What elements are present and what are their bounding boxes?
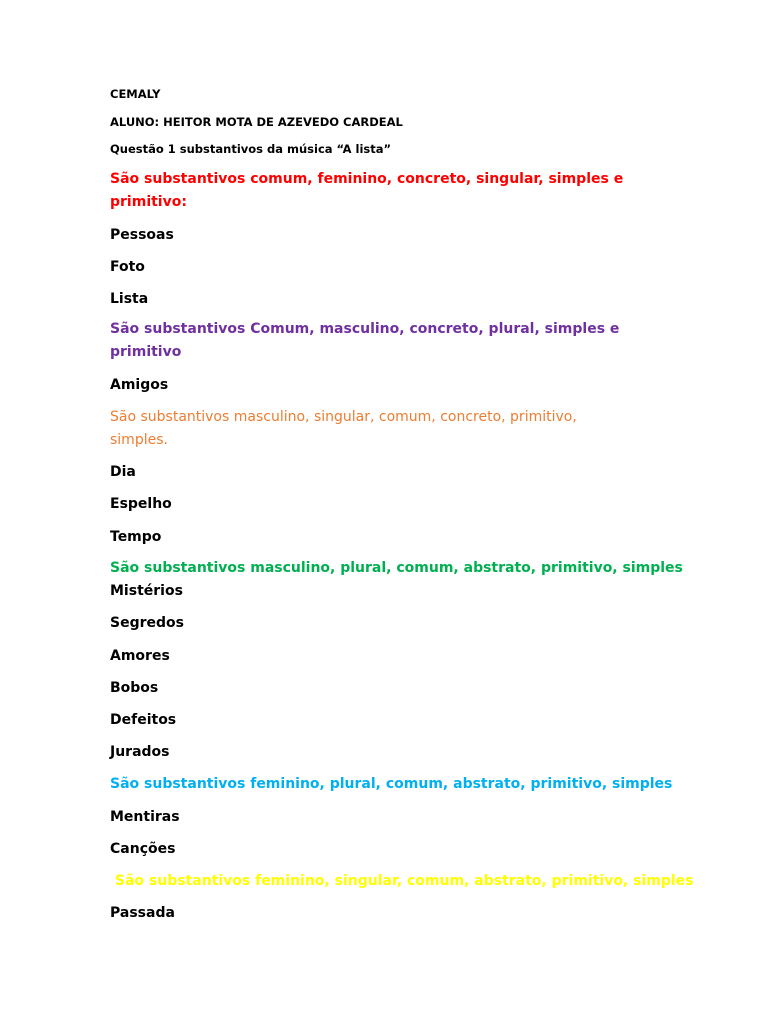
noun-item: Pessoas xyxy=(110,227,174,243)
noun-item: Defeitos xyxy=(110,712,177,728)
group-heading-masculine-abstract-plural: São substantivos masculino, plural, comum, abstrato, primitivo, simples xyxy=(110,560,683,576)
noun-item: Mentiras xyxy=(110,809,180,825)
noun-item: Foto xyxy=(110,259,145,275)
noun-item: Jurados xyxy=(110,744,170,760)
group-heading-feminine-concrete-singular: São substantivos comum, feminino, concreto, singular, simples e primitivo: xyxy=(110,171,624,210)
group-heading-feminine-abstract-singular: São substantivos feminino, singular, comum, abstrato, primitivo, simples xyxy=(110,873,694,889)
school-name: CEMALY xyxy=(110,87,161,101)
noun-item: Lista xyxy=(110,291,149,307)
noun-item: Espelho xyxy=(110,496,172,512)
student-name: ALUNO: HEITOR MOTA DE AZEVEDO CARDEAL xyxy=(110,115,403,129)
noun-item: Amigos xyxy=(110,377,169,393)
group-heading-masculine-concrete-plural: São substantivos Comum, masculino, concreto, plural, simples e primitivo xyxy=(110,321,620,360)
group-heading-feminine-abstract-plural: São substantivos feminino, plural, comum, abstrato, primitivo, simples xyxy=(110,776,673,792)
question-title: Questão 1 substantivos da música “A lista” xyxy=(110,142,392,156)
noun-item: Segredos xyxy=(110,615,184,631)
noun-item: Passada xyxy=(110,905,175,921)
noun-item: Bobos xyxy=(110,680,159,696)
noun-item: Amores xyxy=(110,648,170,664)
noun-item: Dia xyxy=(110,464,136,480)
noun-item: Mistérios xyxy=(110,583,183,599)
group-heading-masculine-concrete-singular: São substantivos masculino, singular, comum, concreto, primitivo, simples. xyxy=(110,409,577,448)
noun-item: Canções xyxy=(110,841,176,857)
noun-item: Tempo xyxy=(110,529,162,545)
